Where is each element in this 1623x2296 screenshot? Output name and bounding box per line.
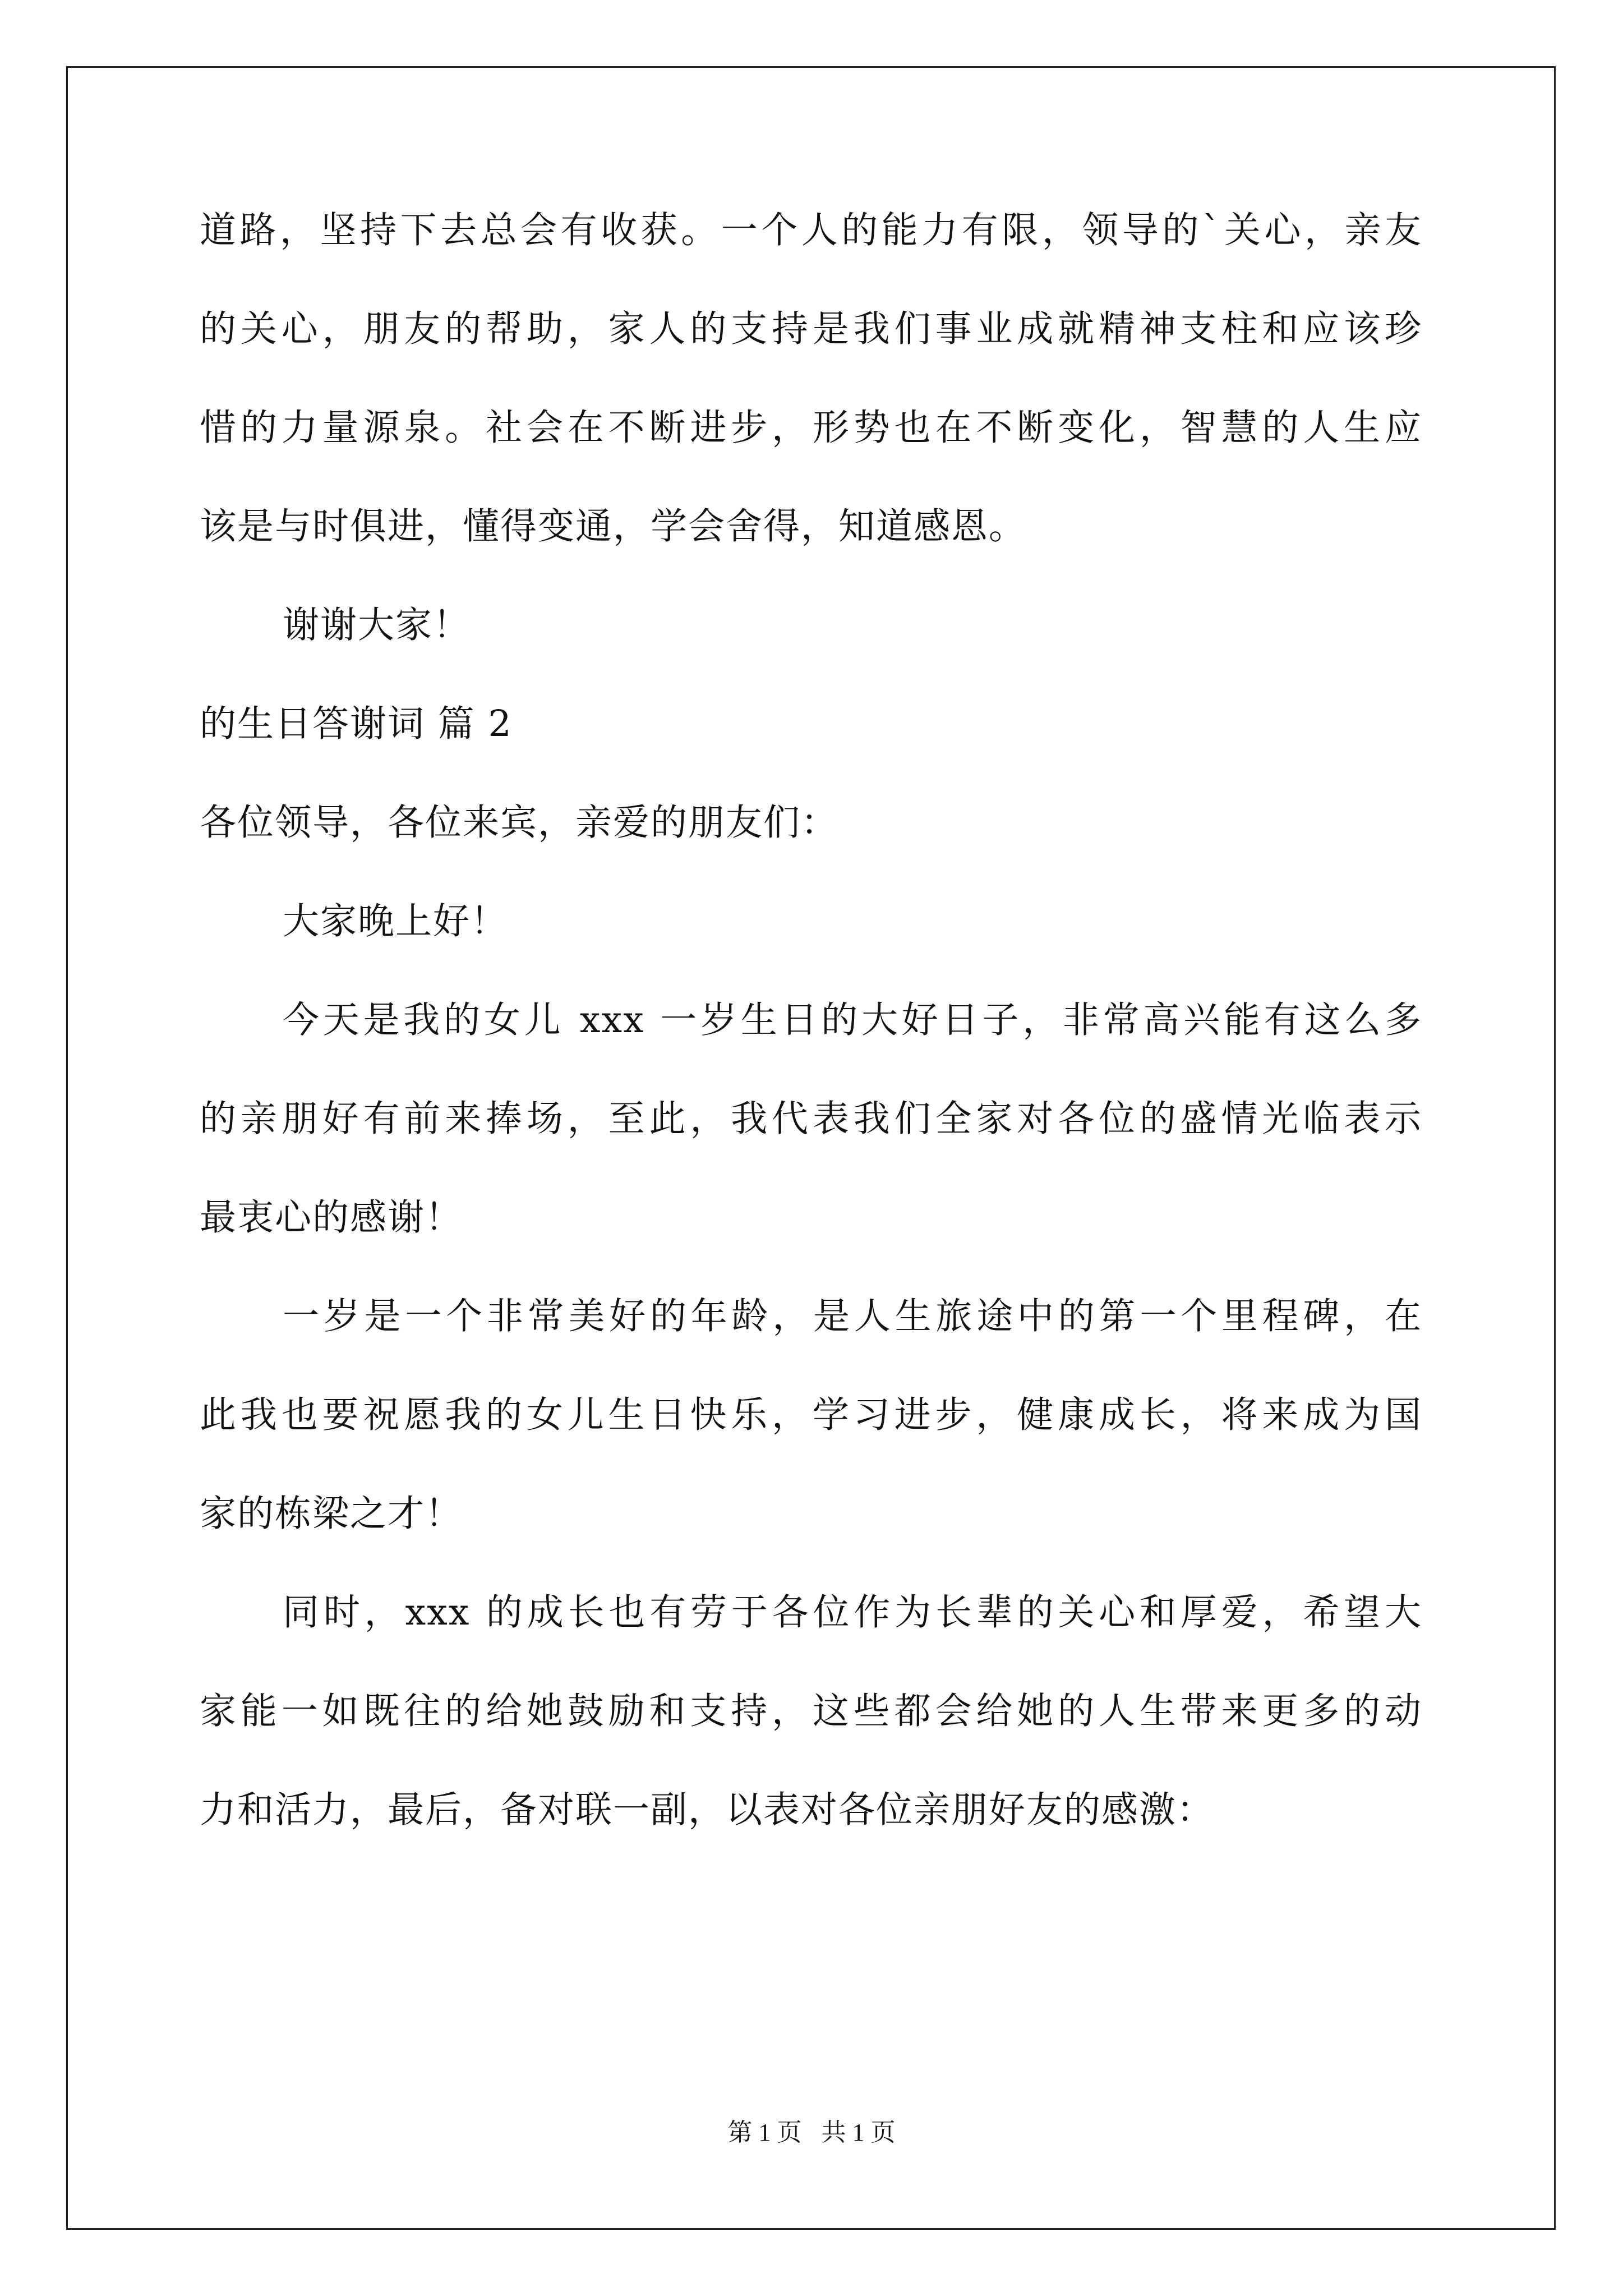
closing-thanks: 谢谢大家！ — [283, 604, 471, 646]
paragraph-line: 此我也要祝愿我的女儿生日快乐，学习进步，健康成长，将来成为国 — [200, 1394, 1422, 1436]
paragraph-line: 家能一如既往的给她鼓励和支持，这些都会给她的人生带来更多的动 — [200, 1690, 1422, 1732]
page-footer — [0, 2120, 1623, 2145]
paragraph-line: 家的栋梁之才！ — [200, 1493, 463, 1535]
greeting: 大家晚上好！ — [283, 900, 509, 942]
paragraph-line: 的亲朋好有前来捧场，至此，我代表我们全家对各位的盛情光临表示 — [200, 1098, 1422, 1140]
document-body — [200, 209, 1422, 1890]
page-number-total: 共 1 页 — [821, 2119, 896, 2146]
paragraph-line: 的关心，朋友的帮助，家人的支持是我们事业成就精神支柱和应该珍 — [200, 308, 1422, 350]
paragraph-line: 道路，坚持下去总会有收获。一个人的能力有限，领导的`关心，亲友 — [200, 209, 1422, 251]
paragraph-line: 最衷心的感谢！ — [200, 1197, 463, 1239]
paragraph-line: 一岁是一个非常美好的年龄，是人生旅途中的第一个里程碑，在 — [283, 1295, 1422, 1337]
paragraph-line: 惜的力量源泉。社会在不断进步，形势也在不断变化，智慧的人生应 — [200, 407, 1422, 449]
section-heading: 的生日答谢词 篇 2 — [200, 703, 513, 745]
salutation: 各位领导，各位来宾，亲爱的朋友们： — [200, 802, 839, 844]
page-number-current: 第 1 页 — [727, 2119, 802, 2146]
paragraph-line: 力和活力，最后，备对联一副，以表对各位亲朋好友的感激： — [200, 1789, 1215, 1831]
paragraph-line: 该是与时俱进，懂得变通，学会舍得，知道感恩。 — [200, 505, 1027, 547]
paragraph-line: 同时，xxx 的成长也有劳于各位作为长辈的关心和厚爱，希望大 — [283, 1591, 1422, 1634]
paragraph-line: 今天是我的女儿 xxx 一岁生日的大好日子，非常高兴能有这么多 — [283, 999, 1422, 1041]
